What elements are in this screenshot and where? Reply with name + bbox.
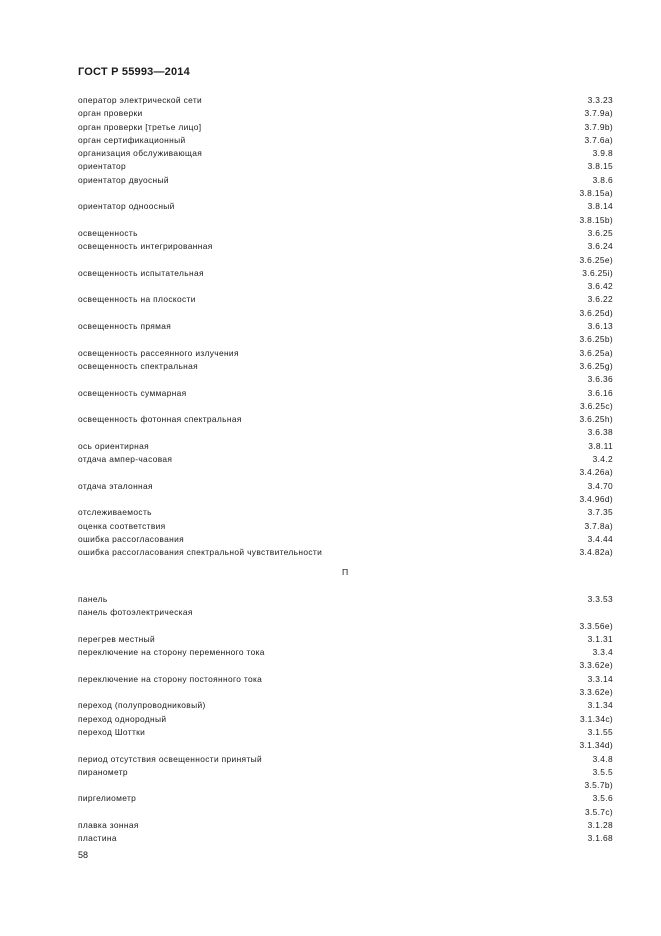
index-ref: 3.6.42 <box>587 281 613 292</box>
index-refs <box>588 533 613 546</box>
index-entry <box>78 413 613 440</box>
index-ref: 3.6.13 <box>587 321 613 332</box>
index-entry <box>78 453 613 480</box>
index-ref: 3.4.82а) <box>579 547 613 558</box>
index-entry <box>78 480 613 507</box>
index-term: переход (полупроводниковый) <box>78 700 206 711</box>
index-refs <box>579 453 613 480</box>
index-ref: 3.3.62е) <box>579 660 613 671</box>
index-refs <box>579 174 613 201</box>
index-term: ось ориентирная <box>78 440 150 451</box>
page-number: 58 <box>78 850 89 860</box>
index-ref: 3.5.7b) <box>584 780 613 791</box>
index-ref: 3.5.7c) <box>584 806 613 817</box>
index-ref: 3.1.28 <box>587 820 613 831</box>
index-ref: 3.8.11 <box>588 440 613 451</box>
index-term: ориентатор <box>78 161 127 172</box>
index-entry <box>78 646 613 673</box>
index-refs <box>584 121 613 134</box>
index-term: отслеживаемость <box>78 507 152 518</box>
index-term: плавка зонная <box>78 820 139 831</box>
index-entry <box>78 94 613 107</box>
index-term: отдача ампер-часовая <box>78 454 173 465</box>
index-refs <box>580 713 613 726</box>
index-refs <box>579 726 613 753</box>
index-ref: 3.6.25b) <box>579 334 613 345</box>
index-term: переход Шоттки <box>78 726 146 737</box>
index-refs <box>588 819 613 832</box>
index-term: освещенность спектральная <box>78 360 199 371</box>
index-refs <box>584 107 613 120</box>
index-entry <box>78 726 613 753</box>
index-ref: 3.6.22 <box>587 294 613 305</box>
index-entry <box>78 606 613 619</box>
index-ref: 3.4.2 <box>592 454 613 465</box>
index-ref: 3.9.8 <box>592 148 613 159</box>
index-ref: 3.1.34d) <box>579 740 613 751</box>
index-refs <box>579 320 613 347</box>
index-ref: 3.4.70 <box>587 480 613 491</box>
index-ref: 3.3.62е) <box>579 687 613 698</box>
index-refs <box>588 593 613 606</box>
index-entry <box>78 546 613 559</box>
index-entry <box>78 174 613 201</box>
index-section-p <box>78 593 613 846</box>
index-ref: 3.1.34c) <box>579 713 613 724</box>
index-ref: 3.6.25h) <box>579 414 613 425</box>
index-refs <box>585 792 613 819</box>
index-ref: 3.1.31 <box>587 633 613 644</box>
index-ref: 3.8.14 <box>587 201 613 212</box>
index-refs <box>579 347 613 360</box>
index-ref: 3.3.53 <box>587 594 613 604</box>
index-ref: 3.4.44 <box>587 533 613 544</box>
index-ref: 3.6.36 <box>587 374 613 385</box>
index-ref: 3.8.15а) <box>579 188 613 199</box>
index-ref: 3.6.25 <box>587 227 613 238</box>
index-ref: 3.7.8а) <box>584 520 613 531</box>
index-term: освещенность интегрированная <box>78 241 213 252</box>
index-entry <box>78 593 613 606</box>
index-ref: 3.3.14 <box>587 673 613 684</box>
index-entry <box>78 506 613 519</box>
index-term: пиргелиометр <box>78 793 137 804</box>
index-term: орган проверки [третье лицо] <box>78 121 202 132</box>
index-term: ошибка рассогласования <box>78 533 185 544</box>
index-ref: 3.6.24 <box>587 241 613 252</box>
index-refs <box>588 94 613 107</box>
index-entry <box>78 699 613 712</box>
index-refs <box>582 267 613 294</box>
index-ref: 3.6.25g) <box>579 360 613 371</box>
index-ref: 3.6.38 <box>587 427 613 438</box>
index-entry <box>78 240 613 267</box>
index-refs <box>588 160 613 173</box>
index-entry <box>78 673 613 700</box>
index-term: ошибка рассогласования спектральной чувствительности <box>78 547 323 558</box>
index-ref: 3.7.6а) <box>584 134 613 145</box>
index-entry <box>78 200 613 227</box>
index-entry <box>78 819 613 832</box>
index-ref: 3.5.6 <box>592 793 613 804</box>
index-refs <box>579 673 613 700</box>
index-ref: 3.6.25i) <box>582 267 613 278</box>
index-ref: 3.7.9а) <box>584 108 613 119</box>
index-ref: 3.6.25е) <box>579 254 613 265</box>
index-ref: 3.6.16 <box>587 387 613 398</box>
index-refs <box>579 200 613 227</box>
index-term: переключение на сторону постоянного тока <box>78 673 263 684</box>
index-ref: 3.6.25d) <box>579 307 613 318</box>
index-ref: 3.7.35 <box>587 507 613 518</box>
index-ref: 3.4.26а) <box>579 467 613 478</box>
index-refs <box>579 620 613 633</box>
index-entry <box>78 227 613 240</box>
index-refs <box>584 134 613 147</box>
index-refs <box>584 766 613 793</box>
index-term: отдача эталонная <box>78 480 153 491</box>
index-term: пластина <box>78 833 117 844</box>
index-entry <box>78 147 613 160</box>
index-entry <box>78 347 613 360</box>
index-entry <box>78 633 613 646</box>
index-refs <box>588 440 613 453</box>
index-entry <box>78 387 613 414</box>
index-term: освещенность <box>78 227 138 238</box>
index-refs <box>588 506 613 519</box>
index-entry <box>78 267 613 294</box>
index-entry <box>78 753 613 766</box>
index-refs <box>579 240 613 267</box>
index-refs <box>593 753 613 766</box>
index-term: освещенность фотонная спектральная <box>78 414 242 425</box>
index-term: переключение на сторону переменного тока <box>78 647 265 658</box>
index-entry <box>78 293 613 320</box>
section-letter: П <box>342 567 349 577</box>
index-ref: 3.8.6 <box>592 174 613 185</box>
index-refs <box>579 546 613 559</box>
index-section-o <box>78 94 613 559</box>
index-term: ориентатор одноосный <box>78 201 175 212</box>
index-entry <box>78 107 613 120</box>
index-term: оценка соответствия <box>78 520 166 531</box>
index-ref: 3.1.55 <box>587 726 613 737</box>
index-term: пиранометр <box>78 766 128 777</box>
index-ref: 3.4.8 <box>592 753 613 764</box>
index-ref: 3.5.5 <box>592 766 613 777</box>
index-entry <box>78 121 613 134</box>
index-entry <box>78 533 613 546</box>
index-refs <box>588 699 613 712</box>
index-ref: 3.6.25а) <box>579 347 613 358</box>
index-term: оператор электрической сети <box>78 95 203 105</box>
index-refs <box>579 480 613 507</box>
index-term: панель фотоэлектрическая <box>78 607 193 618</box>
index-term: ориентатор двуосный <box>78 174 169 185</box>
index-ref: 3.4.96d) <box>579 493 613 504</box>
index-entry <box>78 320 613 347</box>
index-refs <box>580 387 613 414</box>
index-ref: 3.3.56е) <box>579 620 613 631</box>
index-ref: 3.8.15 <box>587 161 613 172</box>
index-entry <box>78 360 613 387</box>
index-ref: 3.3.4 <box>592 647 613 658</box>
index-term: период отсутствия освещенности принятый <box>78 753 263 764</box>
index-ref: 3.8.15b) <box>579 214 613 225</box>
index-refs <box>579 413 613 440</box>
document-header: ГОСТ Р 55993—2014 <box>78 66 190 78</box>
index-refs <box>593 147 613 160</box>
index-ref: 3.3.23 <box>587 95 613 105</box>
index-entry <box>78 440 613 453</box>
index-entry <box>78 160 613 173</box>
index-refs <box>579 293 613 320</box>
index-term: освещенность суммарная <box>78 387 187 398</box>
index-ref: 3.6.25c) <box>579 400 613 411</box>
index-term: перегрев местный <box>78 633 156 644</box>
index-term: переход однородный <box>78 713 167 724</box>
index-entry <box>78 520 613 533</box>
index-entry <box>78 792 613 819</box>
index-ref: 3.7.9b) <box>584 121 613 132</box>
index-refs <box>579 646 613 673</box>
index-term: освещенность прямая <box>78 321 172 332</box>
index-refs <box>588 633 613 646</box>
index-term: панель <box>78 594 108 604</box>
index-ref: 3.1.68 <box>587 833 613 844</box>
index-entry <box>78 620 613 633</box>
index-entry <box>78 766 613 793</box>
index-term: освещенность испытательная <box>78 267 204 278</box>
index-entry <box>78 713 613 726</box>
index-refs <box>584 520 613 533</box>
index-term: организация обслуживающая <box>78 148 203 159</box>
index-term: освещенность на плоскости <box>78 294 196 305</box>
index-refs <box>579 360 613 387</box>
index-term: орган проверки <box>78 108 143 119</box>
index-entry <box>78 134 613 147</box>
index-refs <box>588 832 613 845</box>
index-refs <box>588 227 613 240</box>
index-term: орган сертификационный <box>78 134 186 145</box>
index-ref: 3.1.34 <box>587 700 613 711</box>
index-entry <box>78 832 613 845</box>
index-term: освещенность рассеянного излучения <box>78 347 239 358</box>
